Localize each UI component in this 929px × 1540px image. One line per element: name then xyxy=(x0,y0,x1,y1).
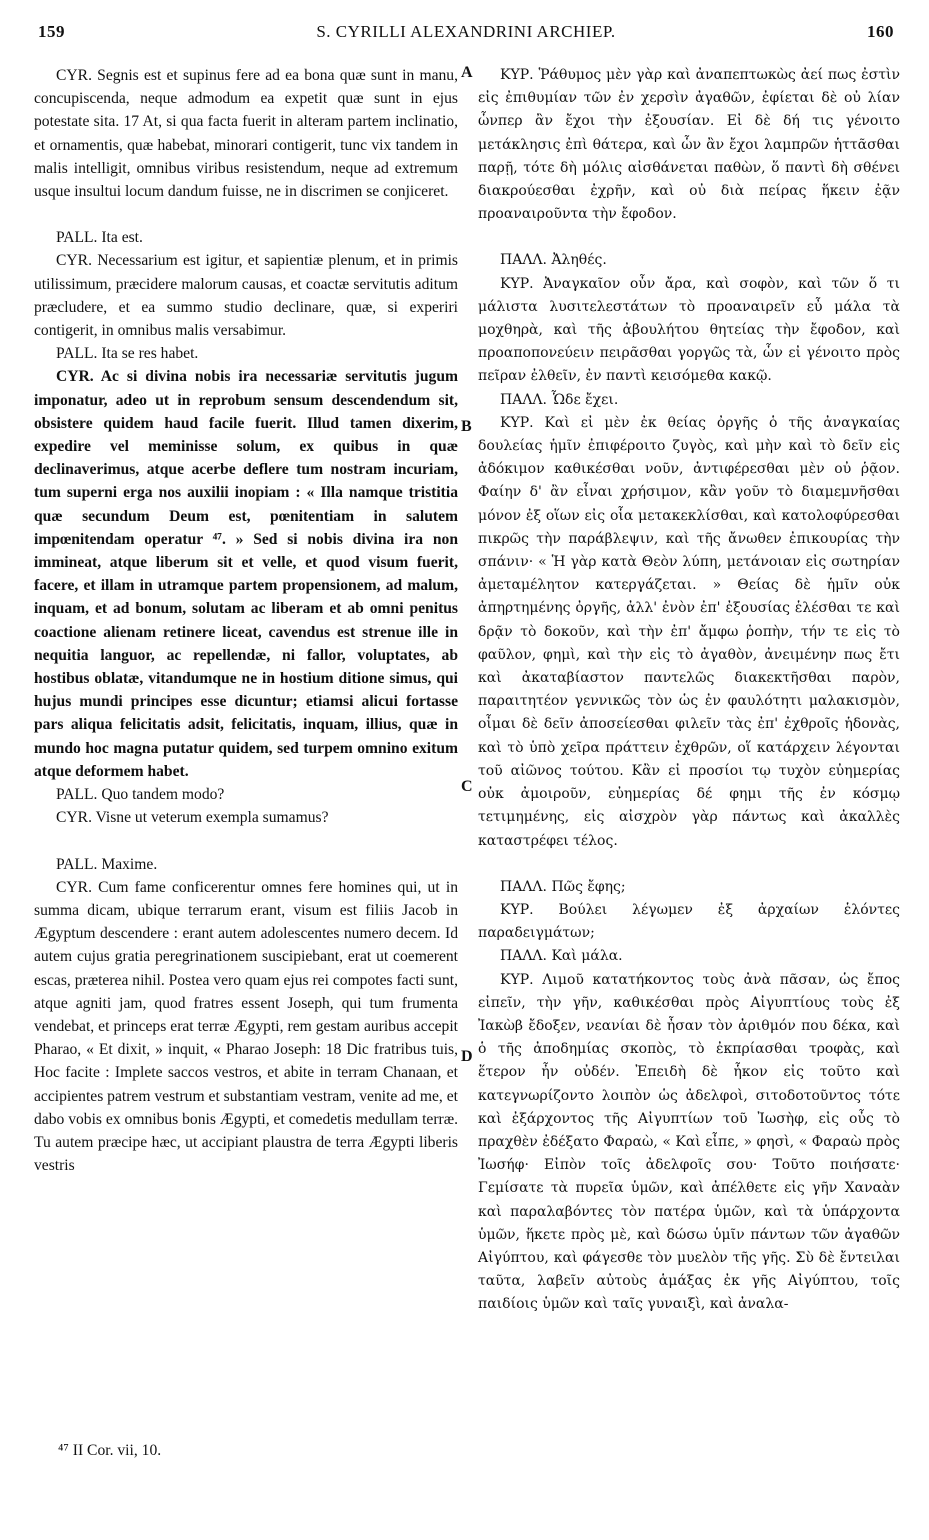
running-title: S. CYRILLI ALEXANDRINI ARCHIEP. xyxy=(316,22,616,41)
greek-para-kyr-5: ΚΥΡ. Λιμοῦ κατατήκοντος τοὺς ἀνὰ πᾶσαν, ὡς ἔπος εἰπεῖν, τὴν γῆν, καθικέσθαι πρὸς Αἰγυπτίους τοὺς ἐξ Ἰακὼβ ἔδοξεν, νεανίαι δὲ ἦσαν τὸν ἀριθμόν που δέκα, καὶ ὁ τῆς ἀποδημίας σκοπὸς, τὸ ἐκπρίασθαι τροφὰς, καὶ ἕτερον ἦν οὐδέν. Ἐπειδὴ δὲ ἧκον εἰς τοῦτο καὶ κατεγνωρίζοντο λοιπὸν ὡς ἀδελφοὶ, σιτοδοτοῦντος τότε καὶ ἐξάρχοντος τῆς Αἰγυπτίων τοῦ Ἰωσὴφ, εἰς οὖς τὸ πραχθὲν ἐδέξατο Φαραὼ, « Καὶ εἶπε, » φησὶ, « Φαραὼ πρὸς Ἰωσήφ· Εἰπὸν τοῖς ἀδελφοῖς σου· Τοῦτο ποιήσατε· Γεμίσατε τὰ πυρεῖα ὑμῶν, καὶ ἀπέλθετε εἰς γῆν Χαναὰν καὶ παραλαβόντες τὸν πατέρα ὑμῶν, καὶ τὰ ὑπάρχοντα ὑμῶν, ἥκετε πρὸς μὲ, καὶ δώσω ὑμῖν πάντων τῶν ἀγαθῶν Αἰγύπτου, καὶ φάγεσθε τὸν μυελὸν τῆς γῆς. Σὺ δὲ ἔντειλαι ταῦτα, λαβεῖν αὐτοὺς ἁμάξας ἐκ γῆς Αἰγύπτου, τοῖς παιδίοις ὑμῶν καὶ ταῖς γυναιξὶ, καὶ ἀναλα- xyxy=(478,971,900,1313)
greek-para-kyr-1: ΚΥΡ. Ῥάθυμος μὲν γὰρ καὶ ἀναπεπτωκὼς ἀεί πως ἐστὶν εἰς ἐπιθυμίαν τῶν ἐν χερσὶν ἀγαθῶν, ἐφίεται δὲ οὐ λίαν ὧνπερ ἂν ἔχοι τὴν ἐξουσίαν. Εἰ δὲ δή τις γένοιτο μετάκλησις ἐπὶ θάτερα, καὶ ὧν ἂν ἔχοι λαμπρῶν ἡττᾶσθαι παρῇ, τότε δὴ μόλις αἰσθάνεται παθὼν, ὅ παντὶ δὴ σθένει διακρούεσθαι ἐχρῆν, καὶ οὐ διὰ πείρας ἥκειν ἐᾷν προαναιροῦντα τὴν ἔφοδον. xyxy=(478,67,900,223)
running-header xyxy=(38,22,894,46)
latin-para-cyr-1: CYR. Segnis est et supinus fere ad ea bona quæ sunt in manu, concupiscenda, neque admodum ea expetit quæ sunt in ejus potestate sita. 17 At, si qua facta fuerit in alteram partem inclinatio, et ornamentis, quæ habebat, minorari contigerit, tunc vix tandem in malis intelligit, omnibus viribus resistendum, neque ad extremum usque insultui locum dandum fuisse, ne in discrimen se conjiceret. xyxy=(34,67,458,201)
greek-para-pall-3: ΠΑΛΛ. Πῶς ἔφης; xyxy=(500,878,626,895)
latin-para-pall-2: PALL. Ita se res habet. xyxy=(56,345,199,363)
latin-para-cyr-2: CYR. Necessarium est igitur, et sapientiæ plenum, et in primis utilissimum, præcidere malorum causas, et coactæ servitutis aditum præcludere, et ea summo studio declinare, quæ, si experiri contigerit, in omnibus malis versabimur. xyxy=(34,252,458,340)
greek-para-kyr-4: ΚΥΡ. Βούλει λέγωμεν ἐξ ἀρχαίων ἑλόντες παραδειγμάτων; xyxy=(478,901,900,942)
latin-para-pall-4: PALL. Maxime. xyxy=(56,855,158,873)
margin-letter-b: B xyxy=(461,418,472,435)
page-number-right: 160 xyxy=(867,22,894,41)
greek-para-pall-4: ΠΑΛΛ. Καὶ μάλα. xyxy=(500,948,623,965)
latin-para-cyr-3: CYR. Ac si divina nobis ira necessariæ servitutis jugum imponatur, adeo ut in reprobum sensum descendendum sit, obsistere quidem haud facile fuerit. Illud tamen dixerim, expedire vel meminisse solum, ex quibus in quæ declinaverimus, atque acerbe deflere tum nostram incuriam, tum superni erga nos auxilii inopiam : « Illa namque tristitia quæ secundum Deum est, pœnitentiam in salutem impœnitendam operatur ⁴⁷. » Sed si nobis divina ira non immineat, atque liberum sit et velle, et quod visum fuerit, facere, et illam in utramque partem propensionem, ad malum, inquam, et ad bonum, solutam ac liberam et ab omni penitus coactione alienam retinere liceat, cavendus est strenue ille in nequitia languor, ac repellendæ, ni fallor, voluptates, ab hostibus oblatæ, vitandumque ne in hostium ditione simus, qui hujus mundi principes esse dicuntur; etiamsi alicui fortasse pars aliqua felicitatis adsit, felicitatis, inquam, illius, quæ in mundo hoc magna putatur quidem, sed turpem omnino exitum atque deformem habet. xyxy=(34,368,458,780)
greek-para-kyr-3: ΚΥΡ. Καὶ εἰ μὲν ἐκ θείας ὀργῆς ὁ τῆς ἀναγκαίας δουλείας ἡμῖν ἐπιφέροιτο ζυγὸς, καὶ μὴν καὶ τὸ δεῖν εἰς ἀδόκιμον καθικέσθαι νοῦν, ἀντιφέρεσθαι μὲν οὐ ῥᾷον. Φαίην δ' ἂν εἶναι χρήσιμον, κἂν γοῦν τὸ διαμεμνῆσθαι μόνον ἐξ οἵων εἰς οἷα μετακεκλίσθαι, καὶ κατολοφύρεσθαι πικρῶς τὴν παράβλεψιν, καὶ τῆς ἄνωθεν ἐπικουρίας τὴν σπάνιν· « Ἡ γὰρ κατὰ Θεὸν λύπη, μετάνοιαν εἰς σωτηρίαν ἀμεταμέλητον κατεργάζεται. » Θείας δὲ ἡμῖν οὐκ ἀπηρτημένης ὀργῆς, ἀλλ' ἐνὸν ἐπ' ἐξουσίας ἑλέσθαι τε καὶ δρᾷν τὸ δοκοῦν, καὶ τὴν ἐπ' ἄμφω ῥοπὴν, τήν τε εἰς τὸ φαῦλον, φημὶ, καὶ τὴν εἰς τὸ ἀγαθὸν, ἀνειμένην πως ἔτι καὶ ἀκαταβίαστον παντελῶς διακεκτῆσθαι παρὸν, παραιτητέον γεννικῶς τὸν ὡς ἐν φαυλότητι μαλακισμὸν, οἶμαι δὲ δεῖν ἀποσείεσθαι φιλεῖν τὰς ἐπ' ἐχθροῖς ἡδονὰς, καὶ τὸ ὑπὸ χεῖρα πράττειν ἐχθρῶν, οἵ κατάρχειν λέγονται τοῦ αἰῶνος τούτου. Κἂν εἰ προσίοι τῳ τυχὸν εὐημερίας οὐκ ἀμοιροῦν, εὐημερίας δέ φημι τῆς ἐν κόσμῳ τετιμημένης, εἰς αἰσχρὸν γὰρ πάντως καὶ ἀκαλλὲς καταστρέφει τέλος. xyxy=(478,414,900,849)
greek-para-pall-1: ΠΑΛΛ. Ἀληθές. xyxy=(500,252,607,269)
latin-para-pall-1: PALL. Ita est. xyxy=(56,229,143,247)
latin-para-cyr-5: CYR. Cum fame conficerentur omnes fere homines qui, ut in summa dicam, ubique terrarum erant, visum est filiis Jacob in Ægyptum descendere : erant autem adolescentes numero decem. Id autem cujus gratia peregrinationem suscipiebant, erat ut coemerent escas, præterea nihil. Postea vero quam ejus rei compotes facti sunt, atque agniti jam, quod fratres essent Joseph, qui tum frumenta vendebat, et princeps erat terræ Ægypti, rem gestam auribus accepit Pharao, « Et dixit, » inquit, « Pharao Joseph: 18 Dic fratribus tuis, Hoc facite : Implete saccos vestros, et abite in terram Chanaan, et accipientes patrem vestrum et substantiam vestram, venite ad me, et dabo vobis ex omnibus bonis Ægypti, et comedetis medullam terræ. Tu autem præcipe hæc, ut accipiant plaustra de terra Ægypti liberis vestris xyxy=(34,878,459,1175)
margin-letter-c: C xyxy=(461,778,473,795)
latin-para-cyr-4: CYR. Visne ut veterum exempla sumamus? xyxy=(56,809,329,827)
footnote: ⁴⁷ II Cor. vii, 10. xyxy=(58,1442,162,1459)
page-number-left: 159 xyxy=(38,22,65,41)
greek-para-pall-2: ΠΑΛΛ. Ὧδε ἔχει. xyxy=(500,391,619,408)
latin-para-pall-3: PALL. Quo tandem modo? xyxy=(56,786,225,804)
greek-para-kyr-2: ΚΥΡ. Ἀναγκαῖον οὖν ἄρα, καὶ σοφὸν, καὶ τῶν ὅ τι μάλιστα λυσιτελεστάτων τὸ προαναιρεῖν εὖ μάλα τὰ μοχθηρὰ, καὶ τῆς ἀβουλήτου θητείας τὴν ἔφοδον, καὶ προαποπονεύειν πειρᾶσθαι γοργῶς τὰ, ὧν εἰ γένοιτο πρὸς πεῖραν ἐλθεῖν, ἐν παντὶ κεισόμεθα κακῷ. xyxy=(478,275,900,385)
latin-column xyxy=(34,64,458,1177)
margin-letter-a: A xyxy=(461,64,473,81)
margin-letter-d: D xyxy=(461,1048,473,1065)
greek-column xyxy=(478,64,900,1317)
